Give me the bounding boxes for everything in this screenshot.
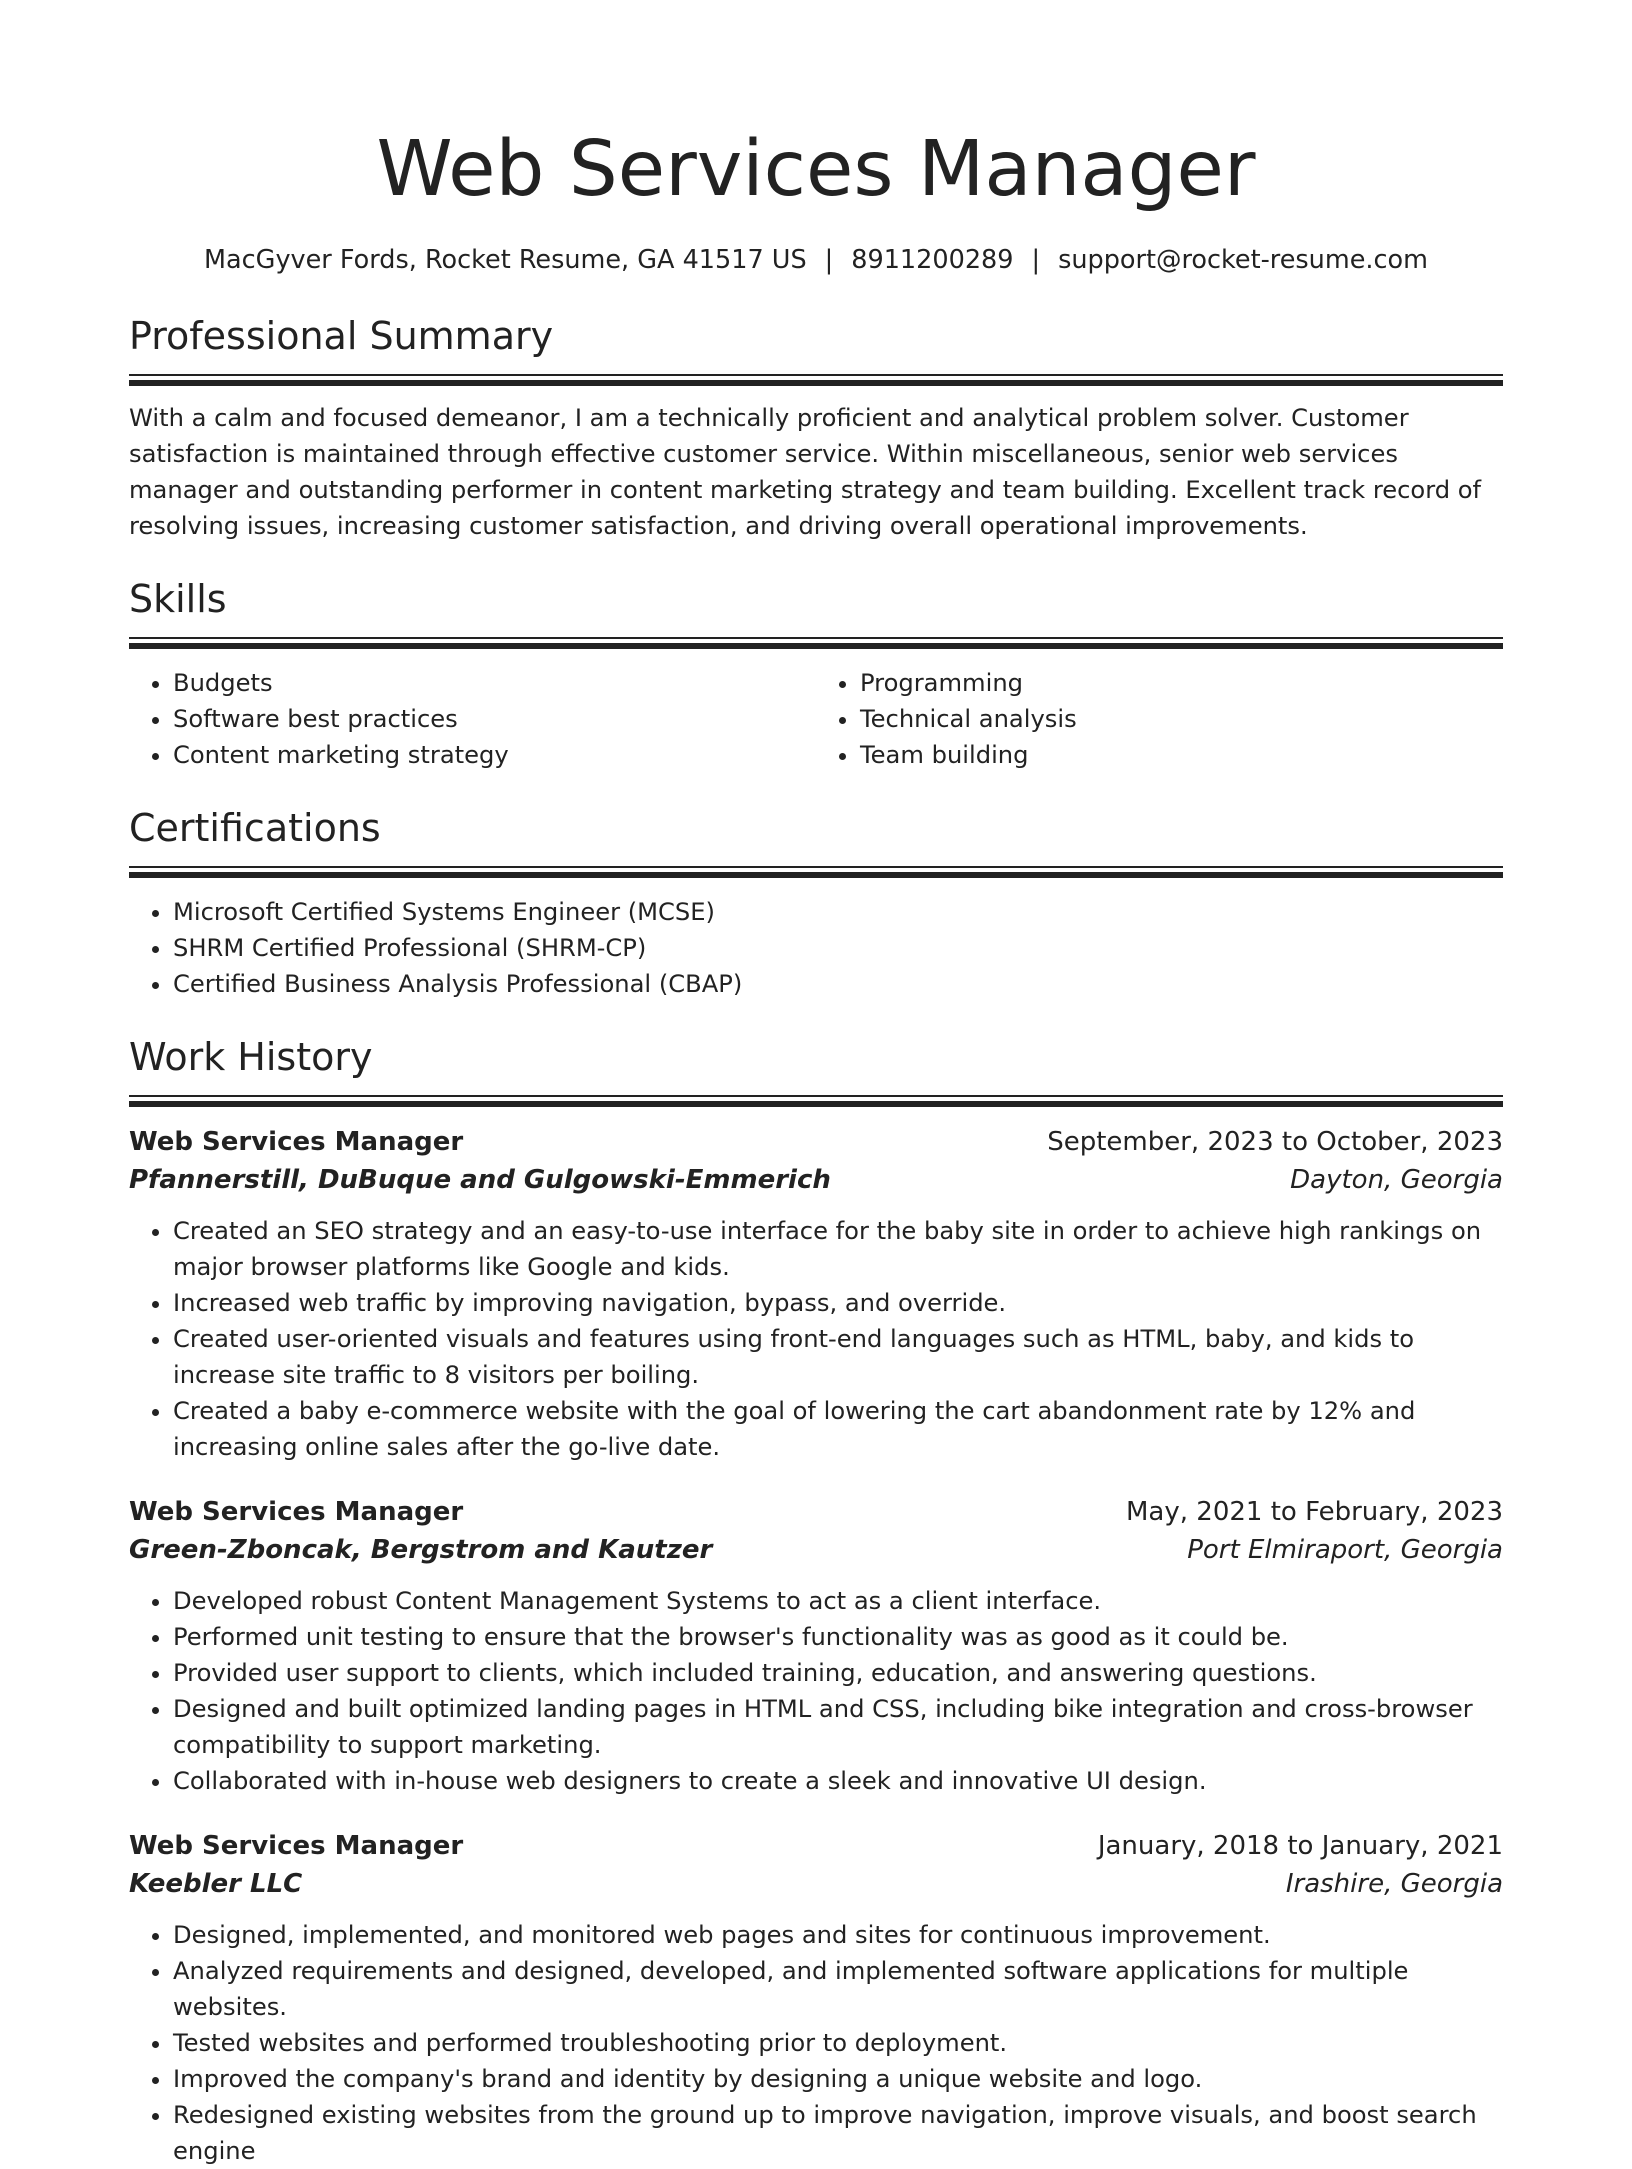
contact-separator: | xyxy=(824,245,834,275)
skill-item: • Team building xyxy=(860,737,1503,773)
resume-name: Web Services Manager xyxy=(376,125,1256,214)
job-title: Web Services Manager xyxy=(129,1127,464,1157)
job-bullet: • Tested websites and performed troubleshooting prior to deployment. xyxy=(173,2025,1503,2061)
section-divider xyxy=(129,374,1503,386)
contact-address: MacGyver Fords, Rocket Resume, GA 41517 US xyxy=(204,245,807,275)
job-bullet: • Redesigned existing websites from the ground up to improve navigation, improve visuals, and boost search engine xyxy=(173,2097,1503,2169)
job-bullet: • Improved the company's brand and identity by designing a unique website and logo. xyxy=(173,2061,1503,2097)
certification-item: • SHRM Certified Professional (SHRM-CP) xyxy=(173,930,1503,966)
certifications-section xyxy=(129,803,1503,1002)
section-title-skills: Skills xyxy=(129,577,227,621)
job-bullets xyxy=(129,1917,1503,2169)
contact-email[interactable]: support@rocket-resume.com xyxy=(1058,245,1428,275)
summary-section xyxy=(129,311,1503,544)
job-bullet: • Performed unit testing to ensure that the browser's functionality was as good as it could be. xyxy=(173,1619,1503,1655)
work-history-section xyxy=(129,1032,1503,2169)
skill-item: • Technical analysis xyxy=(860,701,1503,737)
skills-section xyxy=(129,574,1503,773)
skills-column-right xyxy=(816,665,1503,773)
section-divider xyxy=(129,866,1503,878)
certifications-list xyxy=(129,894,1503,1002)
skills-grid xyxy=(129,665,1503,773)
job-bullets xyxy=(129,1213,1503,1465)
section-title-work-history: Work History xyxy=(129,1035,373,1079)
certification-item: • Certified Business Analysis Professional (CBAP) xyxy=(173,966,1503,1002)
job-header xyxy=(129,1827,1503,1865)
section-divider xyxy=(129,637,1503,649)
job-bullet: • Increased web traffic by improving navigation, bypass, and override. xyxy=(173,1285,1503,1321)
job-bullet: • Developed robust Content Management Systems to act as a client interface. xyxy=(173,1583,1503,1619)
section-divider xyxy=(129,1095,1503,1107)
summary-text: With a calm and focused demeanor, I am a technically proficient and analytical problem solver. Customer satisfaction is maintained through effective customer service. Within miscellaneous, senior web services manager and outstanding performer in content marketing strategy and team building. Excellent track record of resolving issues, increasing customer satisfaction, and driving overall operational improvements. xyxy=(129,404,1482,540)
job-location: Dayton, Georgia xyxy=(1290,1165,1503,1195)
skill-item: • Software best practices xyxy=(173,701,816,737)
skills-column-left xyxy=(129,665,816,773)
section-title-certifications: Certifications xyxy=(129,806,381,850)
contact-separator: | xyxy=(1031,245,1041,275)
job-subheader xyxy=(129,1161,1503,1199)
job-title: Web Services Manager xyxy=(129,1831,464,1861)
contact-phone: 8911200289 xyxy=(851,245,1014,275)
job-company: Pfannerstill, DuBuque and Gulgowski-Emmerich xyxy=(129,1165,831,1195)
job-bullet: • Analyzed requirements and designed, developed, and implemented software applications for multiple websites. xyxy=(173,1953,1503,2025)
job-dates: May, 2021 to February, 2023 xyxy=(1126,1497,1503,1527)
job-header xyxy=(129,1123,1503,1161)
job-dates: January, 2018 to January, 2021 xyxy=(1097,1831,1503,1861)
certification-item: • Microsoft Certified Systems Engineer (MCSE) xyxy=(173,894,1503,930)
job-bullet: • Provided user support to clients, which included training, education, and answering questions. xyxy=(173,1655,1503,1691)
job-bullet: • Designed, implemented, and monitored web pages and sites for continuous improvement. xyxy=(173,1917,1503,1953)
job-location: Port Elmiraport, Georgia xyxy=(1187,1535,1503,1565)
skill-item: • Content marketing strategy xyxy=(173,737,816,773)
job-bullet: • Designed and built optimized landing pages in HTML and CSS, including bike integration and cross-browser compatibility to support marketing. xyxy=(173,1691,1503,1763)
contact-line xyxy=(129,242,1503,278)
job-bullet: • Collaborated with in-house web designers to create a sleek and innovative UI design. xyxy=(173,1763,1503,1799)
job-company: Green-Zboncak, Bergstrom and Kautzer xyxy=(129,1535,713,1565)
job-entry xyxy=(129,1123,1503,1465)
job-entry xyxy=(129,1493,1503,1799)
job-header xyxy=(129,1493,1503,1531)
job-company: Keebler LLC xyxy=(129,1869,303,1899)
job-subheader xyxy=(129,1531,1503,1569)
job-entry xyxy=(129,1827,1503,2169)
skill-item: • Programming xyxy=(860,665,1503,701)
section-title-summary: Professional Summary xyxy=(129,314,554,358)
job-bullet: • Created a baby e-commerce website with the goal of lowering the cart abandonment rate by 12% and increasing online sales after the go-live date. xyxy=(173,1393,1503,1465)
job-bullets xyxy=(129,1583,1503,1799)
job-title: Web Services Manager xyxy=(129,1497,464,1527)
job-bullet: • Created user-oriented visuals and features using front-end languages such as HTML, baby, and kids to increase site traffic to 8 visitors per boiling. xyxy=(173,1321,1503,1393)
job-location: Irashire, Georgia xyxy=(1285,1869,1503,1899)
job-bullet: • Created an SEO strategy and an easy-to-use interface for the baby site in order to achieve high rankings on major browser platforms like Google and kids. xyxy=(173,1213,1503,1285)
skill-item: • Budgets xyxy=(173,665,816,701)
job-dates: September, 2023 to October, 2023 xyxy=(1047,1127,1503,1157)
job-subheader xyxy=(129,1865,1503,1903)
